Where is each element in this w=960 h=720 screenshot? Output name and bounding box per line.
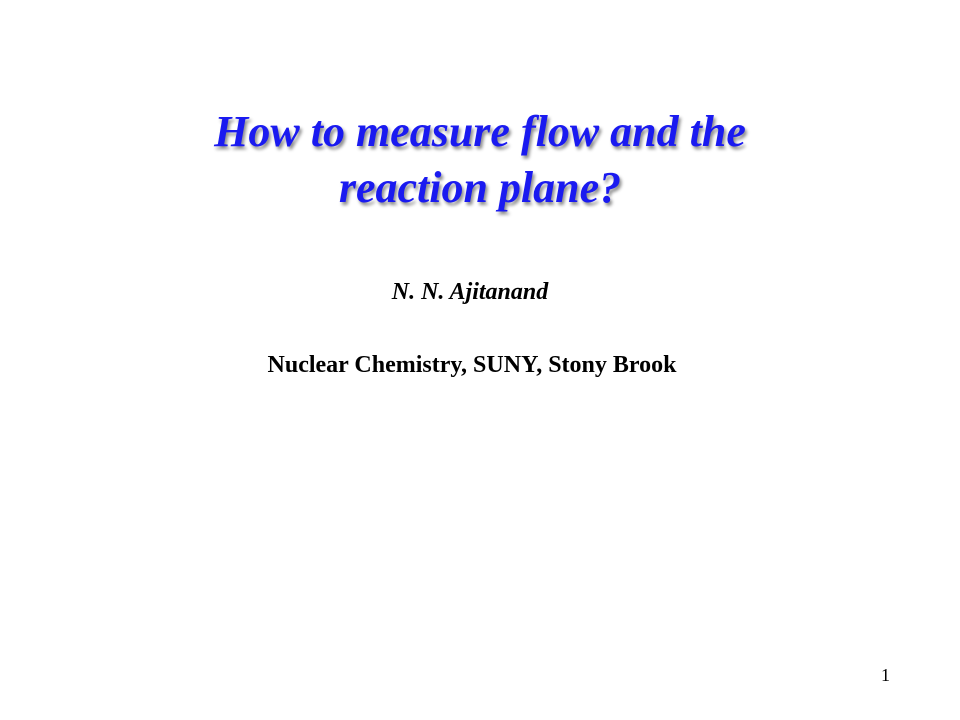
author-affiliation: Nuclear Chemistry, SUNY, Stony Brook [267, 352, 677, 378]
page-number: 1 [881, 665, 890, 685]
slide-title-line-2: reaction plane? [338, 163, 622, 212]
slide-title-line-1: How to measure flow and the [214, 107, 746, 156]
slide-title [80, 104, 880, 216]
author-name: N. N. Ajitanand [391, 279, 549, 305]
